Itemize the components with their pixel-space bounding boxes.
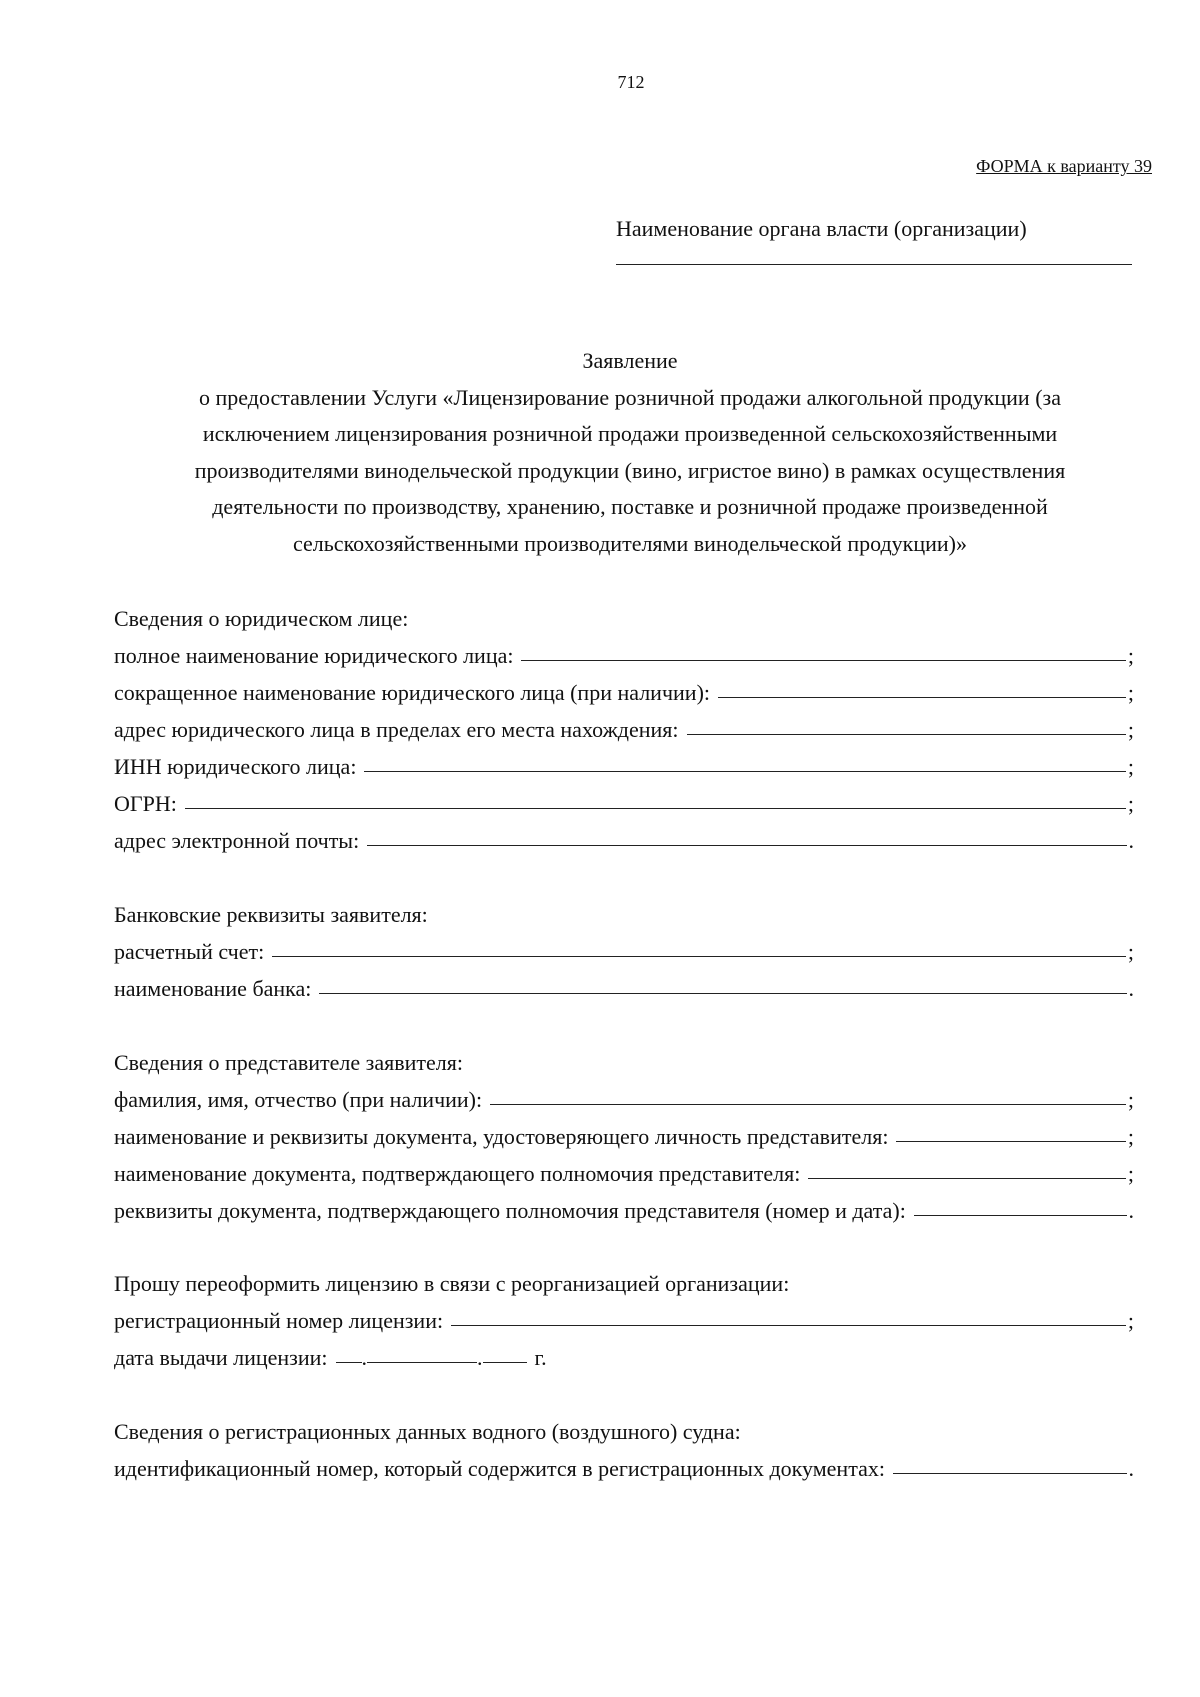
section-heading: Прошу переоформить лицензию в связи с реорганизацией организации: bbox=[114, 1271, 790, 1296]
license-number-input-line[interactable] bbox=[451, 1325, 1126, 1326]
field-label: сокращенное наименование юридического лица (при наличии): bbox=[114, 680, 711, 705]
field-license-number bbox=[114, 1297, 1134, 1334]
issue-month-input-line[interactable] bbox=[367, 1362, 477, 1363]
email-input-line[interactable] bbox=[367, 845, 1126, 846]
field-end-mark: ; bbox=[1127, 791, 1134, 816]
date-separator: . bbox=[477, 1345, 483, 1370]
field-short-name bbox=[114, 669, 1134, 706]
field-label: наименование и реквизиты документа, удостоверяющего личность представителя: bbox=[114, 1124, 889, 1149]
field-email bbox=[114, 817, 1134, 854]
field-end-mark: ; bbox=[1127, 680, 1134, 705]
field-end-mark: ; bbox=[1127, 643, 1134, 668]
authority-input-line[interactable] bbox=[616, 264, 1132, 265]
field-authority-doc-details bbox=[114, 1187, 1134, 1224]
authority-doc-details-input-line[interactable] bbox=[914, 1215, 1127, 1216]
authority-doc-input-line[interactable] bbox=[808, 1178, 1126, 1179]
field-end-mark: ; bbox=[1127, 1087, 1134, 1112]
field-label: наименование банка: bbox=[114, 976, 312, 1001]
title-line: сельскохозяйственными производителями винодельческой продукции)» bbox=[293, 530, 967, 556]
title-line: деятельности по производству, хранению, поставке и розничной продаже произведенной bbox=[212, 494, 1048, 519]
field-end-mark: . bbox=[1128, 976, 1134, 1001]
section-heading: Сведения о представителе заявителя: bbox=[114, 1050, 463, 1075]
field-label: реквизиты документа, подтверждающего полномочия представителя (номер и дата): bbox=[114, 1198, 906, 1223]
field-full-name bbox=[114, 632, 1134, 669]
section-heading: Сведения о юридическом лице: bbox=[114, 606, 409, 631]
field-label: наименование документа, подтверждающего полномочия представителя: bbox=[114, 1161, 801, 1186]
field-label: адрес юридического лица в пределах его места нахождения: bbox=[114, 717, 679, 742]
full-name-input-line[interactable] bbox=[521, 660, 1125, 661]
field-end-mark: ; bbox=[1127, 1308, 1134, 1333]
date-separator: . bbox=[361, 1345, 368, 1370]
account-input-line[interactable] bbox=[272, 956, 1126, 957]
representative-section bbox=[114, 1039, 1134, 1224]
field-ogrn bbox=[114, 780, 1134, 817]
field-end-mark: ; bbox=[1127, 754, 1134, 779]
field-label: адрес электронной почты: bbox=[114, 828, 360, 853]
field-end-mark: ; bbox=[1127, 939, 1134, 964]
license-section bbox=[114, 1260, 1134, 1371]
authority-label: Наименование органа власти (организации) bbox=[616, 216, 1027, 241]
title-heading: Заявление bbox=[582, 348, 678, 373]
field-label: ИНН юридического лица: bbox=[114, 754, 357, 779]
legal-entity-section bbox=[114, 595, 1134, 854]
field-inn bbox=[114, 743, 1134, 780]
field-authority-doc bbox=[114, 1150, 1134, 1187]
rep-name-input-line[interactable] bbox=[490, 1104, 1126, 1105]
field-end-mark: ; bbox=[1127, 717, 1134, 742]
field-label: идентификационный номер, который содержится в регистрационных документах: bbox=[114, 1456, 885, 1481]
field-label: регистрационный номер лицензии: bbox=[114, 1308, 444, 1333]
year-suffix: г. bbox=[534, 1345, 547, 1370]
field-rep-name bbox=[114, 1076, 1134, 1113]
bank-section bbox=[114, 891, 1134, 1002]
field-end-mark: ; bbox=[1127, 1124, 1134, 1149]
bank-name-input-line[interactable] bbox=[319, 993, 1126, 994]
vessel-section bbox=[114, 1408, 1134, 1482]
field-label: ОГРН: bbox=[114, 791, 177, 816]
field-label: фамилия, имя, отчество (при наличии): bbox=[114, 1087, 483, 1112]
field-address bbox=[114, 706, 1134, 743]
section-heading: Сведения о регистрационных данных водного (воздушного) судна: bbox=[114, 1419, 741, 1444]
field-end-mark: . bbox=[1128, 828, 1134, 853]
address-input-line[interactable] bbox=[687, 734, 1126, 735]
field-issue-date bbox=[114, 1334, 1134, 1371]
title-line: исключением лицензирования розничной продажи произведенной сельскохозяйственными bbox=[202, 421, 1058, 446]
inn-input-line[interactable] bbox=[364, 771, 1125, 772]
field-vessel-id bbox=[114, 1445, 1134, 1482]
application-title bbox=[100, 343, 1160, 562]
title-line: о предоставлении Услуги «Лицензирование розничной продажи алкогольной продукции (за bbox=[199, 384, 1061, 410]
section-heading: Банковские реквизиты заявителя: bbox=[114, 902, 428, 927]
issue-day-input-line[interactable] bbox=[336, 1362, 362, 1363]
issue-year-input-line[interactable] bbox=[483, 1362, 527, 1363]
field-label: дата выдачи лицензии: bbox=[114, 1345, 328, 1370]
vessel-id-input-line[interactable] bbox=[893, 1473, 1127, 1474]
field-end-mark: ; bbox=[1127, 1161, 1134, 1186]
page-number: 712 bbox=[617, 72, 645, 92]
field-label: расчетный счет: bbox=[114, 939, 265, 964]
field-end-mark: . bbox=[1128, 1198, 1134, 1223]
title-line: производителями винодельческой продукции (вино, игристое вино) в рамках осуществления bbox=[194, 457, 1066, 483]
field-bank-name bbox=[114, 965, 1134, 1002]
form-reference: ФОРМА к варианту 39 bbox=[976, 156, 1152, 176]
ogrn-input-line[interactable] bbox=[185, 808, 1126, 809]
field-account bbox=[114, 928, 1134, 965]
short-name-input-line[interactable] bbox=[718, 697, 1126, 698]
field-end-mark: . bbox=[1128, 1456, 1134, 1481]
field-rep-id-doc bbox=[114, 1113, 1134, 1150]
rep-id-doc-input-line[interactable] bbox=[896, 1141, 1125, 1142]
field-label: полное наименование юридического лица: bbox=[114, 643, 514, 668]
